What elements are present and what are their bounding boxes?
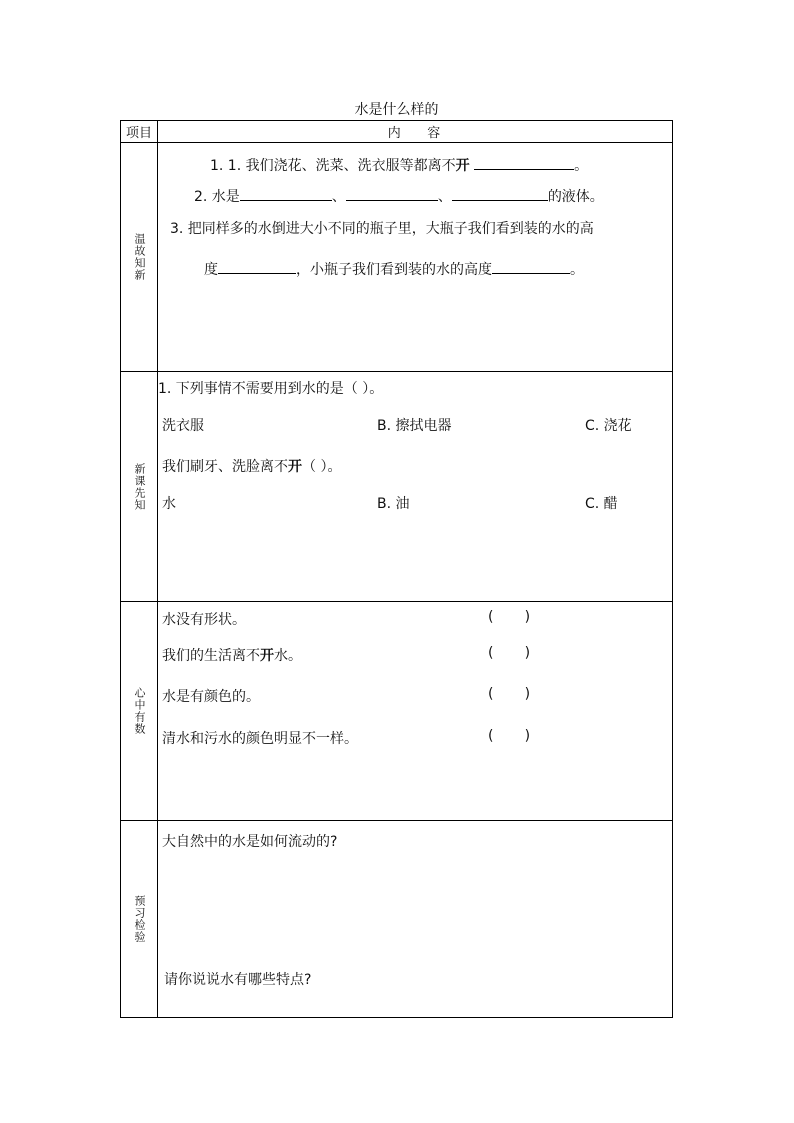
judge-item-2-bold: 开 (260, 648, 274, 664)
preview-question-1: 1. 下列事情不需要用到水的是（ ）。 (158, 381, 384, 397)
review-q3-mid: ，小瓶子我们看到装的水的高度 (296, 262, 492, 278)
judge-item-2-text (162, 645, 302, 665)
judge-item-2-answer[interactable]: ( ) (488, 645, 531, 661)
judge-item-3-answer[interactable]: ( ) (488, 686, 531, 702)
review-q3-du: 度 (204, 262, 218, 278)
review-q1-blank[interactable] (474, 155, 574, 170)
header-row (121, 121, 672, 143)
review-question-3-line-2 (204, 259, 584, 279)
section-preview-label: 新课先知 (133, 462, 146, 511)
review-question-3-line-1: 3. 把同样多的水倒进大小不同的瓶子里，大瓶子我们看到装的水的高 (170, 221, 594, 237)
section-review-content (158, 143, 672, 371)
review-q3-end: 。 (570, 262, 584, 278)
preview-q2-bold: 开 (288, 459, 302, 475)
preview-q1-option-c[interactable]: C. 浇花 (585, 418, 632, 434)
judge-item-4-answer[interactable]: ( ) (488, 728, 531, 744)
review-q3-blank-2[interactable] (492, 259, 570, 274)
review-q1-text: 1. 1. 我们浇花、洗菜、洗衣服等都离不 (210, 158, 456, 174)
section-preview (121, 372, 672, 602)
judge-item-2-prefix: 我们的生活离不 (162, 648, 260, 664)
review-q2-sep-2: 、 (437, 189, 452, 205)
preview-q1-option-a[interactable]: 洗衣服 (162, 418, 204, 434)
header-item-label: 项目 (125, 126, 152, 141)
section-review (121, 143, 672, 372)
judge-item-1-answer[interactable]: ( ) (488, 609, 531, 625)
review-q2-sep-1: 、 (331, 189, 346, 205)
review-q3-blank-1[interactable] (218, 259, 296, 274)
section-judge-content (158, 602, 672, 820)
section-check-content (158, 821, 672, 1017)
header-item-cell (121, 121, 158, 142)
check-question-1: 大自然中的水是如何流动的? (162, 834, 338, 850)
preview-question-2 (162, 456, 341, 476)
section-check-label-cell (121, 821, 158, 1017)
review-q2-text: 2. 水是 (194, 189, 240, 205)
preview-q1-option-b[interactable]: B. 擦拭电器 (377, 418, 452, 434)
preview-q2-option-b[interactable]: B. 油 (377, 496, 410, 512)
section-judge-label-cell (121, 602, 158, 820)
section-check (121, 821, 672, 1017)
section-judge (121, 602, 672, 821)
section-judge-label: 心中有数 (133, 687, 146, 735)
preview-q2-end: （ ）。 (302, 459, 342, 475)
review-q2-end: 的液体。 (547, 189, 604, 205)
review-q2-blank-1[interactable] (240, 186, 332, 201)
review-q1-bold: 开 (455, 158, 470, 174)
preview-q2-text: 我们刷牙、洗脸离不 (162, 459, 288, 475)
preview-q2-option-c[interactable]: C. 醋 (585, 496, 618, 512)
preview-q2-option-a[interactable]: 水 (162, 496, 176, 512)
section-review-label-cell (121, 143, 158, 371)
section-preview-label-cell (121, 372, 158, 601)
review-q1-end: 。 (574, 158, 589, 174)
header-content-label: 内 容 (387, 126, 443, 141)
judge-item-3-text: 水是有颜色的。 (162, 689, 260, 705)
review-q2-blank-2[interactable] (346, 186, 438, 201)
worksheet-title: 水是什么样的 (354, 102, 439, 118)
section-check-label: 预习检验 (133, 895, 146, 943)
review-question-1 (210, 155, 588, 175)
check-question-2: 请你说说水有哪些特点? (164, 972, 312, 988)
judge-item-1-text: 水没有形状。 (162, 612, 246, 628)
section-review-label: 温故知新 (133, 233, 146, 281)
worksheet-table (120, 120, 673, 1018)
judge-item-2-end: 水。 (274, 648, 302, 664)
review-q2-blank-3[interactable] (452, 186, 548, 201)
review-question-2 (194, 186, 604, 206)
section-preview-content (158, 372, 672, 601)
judge-item-4-text: 清水和污水的颜色明显不一样。 (162, 731, 358, 747)
